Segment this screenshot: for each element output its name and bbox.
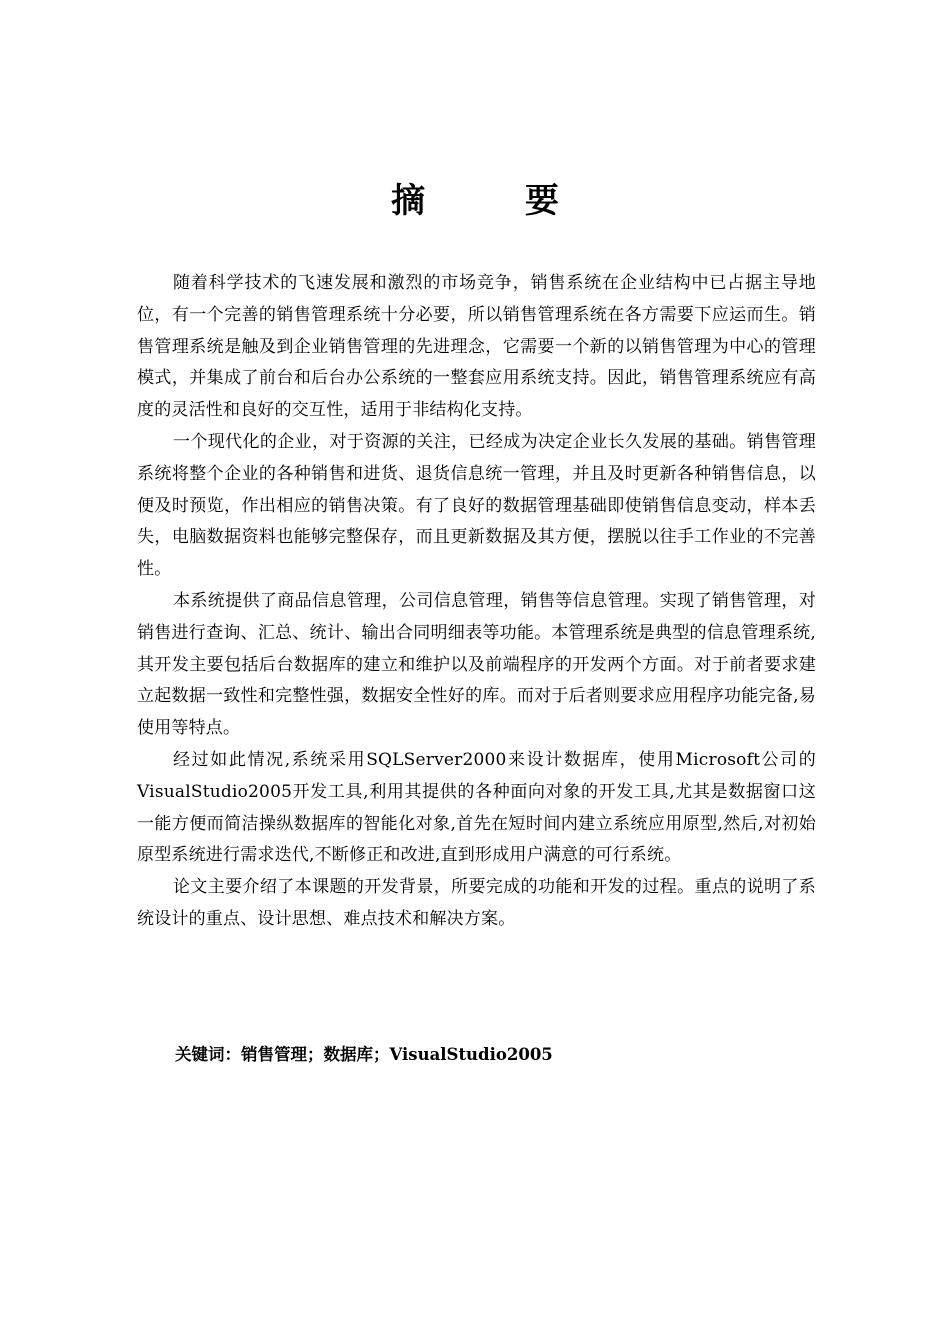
abstract-paragraph-3: 本系统提供了商品信息管理，公司信息管理，销售等信息管理。实现了销售管理，对销售进行查询、汇总、统计、输出合同明细表等功能。本管理系统是典型的信息管理系统,其开发主要包括后台数据库的建立和维护以及前端程序的开发两个方面。对于前者要求建立起数据一致性和完整性强，数据安全性好的库。而对于后者则要求应用程序功能完备,易使用等特点。 — [137, 590, 816, 739]
abstract-paragraph-2: 一个现代化的企业，对于资源的关注，已经成为决定企业长久发展的基础。销售管理系统将整个企业的各种销售和进货、退货信息统一管理，并且及时更新各种销售信息，以便及时预览，作出相应的销售决策。有了良好的数据管理基础即使销售信息变动，样本丢失，电脑数据资料也能够完整保存，而且更新数据及其方便，摆脱以往手工作业的不完善性。 — [137, 431, 816, 580]
keywords-line: 关键词：销售管理；数据库；VisualStudio2005 — [175, 1045, 553, 1064]
abstract-body — [137, 268, 816, 936]
abstract-paragraph-5: 论文主要介绍了本课题的开发背景，所要完成的功能和开发的过程。重点的说明了系统设计的重点、设计思想、难点技术和解决方案。 — [137, 877, 816, 929]
page-title: 摘 要 — [391, 181, 603, 221]
abstract-paragraph-4: 经过如此情况,系统采用SQLServer2000来设计数据库，使用Microsoft公司的VisualStudio2005开发工具,利用其提供的各种面向对象的开发工具,尤其是数据窗口这一能方便而简洁操纵数据库的智能化对象,首先在短时间内建立系统应用原型,然后,对初始原型系统进行需求迭代,不断修正和改进,直到形成用户满意的可行系统。 — [137, 749, 816, 866]
abstract-paragraph-1: 随着科学技术的飞速发展和激烈的市场竞争，销售系统在企业结构中已占据主导地位，有一个完善的销售管理系统十分必要，所以销售管理系统在各方需要下应运而生。销售管理系统是触及到企业销售管理的先进理念，它需要一个新的以销售管理为中心的管理模式，并集成了前台和后台办公系统的一整套应用系统支持。因此，销售管理系统应有高度的灵活性和良好的交互性，适用于非结构化支持。 — [137, 273, 816, 421]
